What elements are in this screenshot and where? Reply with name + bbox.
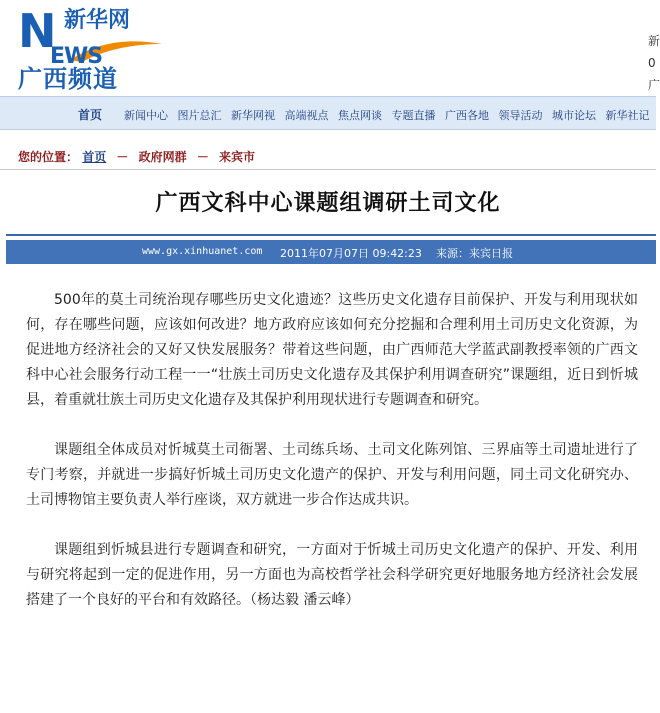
nav-item-live[interactable]: 专题直播 <box>391 109 436 122</box>
logo-region-text: 广西频道 <box>18 65 118 93</box>
nav-item-leaders[interactable]: 领导活动 <box>498 109 543 122</box>
header-right-clipped-text <box>648 14 660 96</box>
breadcrumb-separator: － <box>116 150 129 164</box>
nav-item-focus[interactable]: 焦点网谈 <box>338 109 382 122</box>
meta-divider <box>6 234 656 236</box>
breadcrumb-label: 您的位置： <box>18 150 79 164</box>
article-paragraph: 课题组全体成员对忻城莫土司衙署、土司练兵场、土司文化陈列馆、三界庙等土司遗址进行了专门考察，并就进一步搞好忻城土司历史文化遗产的保护、开发与利用问题，同土司文化研究办、土司博物馆主要负责人举行座谈，双方就进一步合作达成共识。 <box>26 442 638 508</box>
article-meta-bar <box>6 240 656 264</box>
breadcrumb-separator: － <box>196 150 209 164</box>
article-paragraph: 课题组到忻城县进行专题调查和研究，一方面对于忻城土司历史文化遗产的保护、开发、利用与研究将起到一定的促进作用，另一方面也为高校哲学社会科学研究更好地服务地方经济社会发展搭建了一个良好的平台和有效路径。（杨达毅 潘云峰） <box>26 542 638 608</box>
logo-xinhua-text: 新华网 <box>64 7 131 33</box>
site-header <box>0 0 660 96</box>
article-datetime: 2011年07月07日 09:42:23 <box>280 247 422 260</box>
nav-items <box>124 107 656 123</box>
article-paragraph: 500年的莫土司统治现存哪些历史文化遗迹？这些历史文化遗存目前保护、开发与利用现状如何，存在哪些问题，应该如何改进？地方政府应该如何充分挖掘和合理利用土司历史文化资源，为促进地方经济社会的又好又快发展服务？带着这些问题，由广西师范大学蓝武副教授率领的广西文科中心社会服务行动工程一一“壮族土司历史文化遗存及其保护利用调查研究”课题组，近日到忻城县，着重就壮族土司历史文化遗存及其保护利用现状进行专题调查和研究。 <box>26 292 638 408</box>
logo-news-n: N <box>18 4 55 58</box>
breadcrumb-gov-group[interactable]: 政府网群 <box>138 150 187 164</box>
nav-item-forum[interactable]: 城市论坛 <box>552 109 596 122</box>
main-nav <box>0 96 656 130</box>
header-fragment: 0 <box>648 56 656 70</box>
logo-news-rest: EWS <box>50 44 103 69</box>
article-body <box>26 288 638 638</box>
site-logo[interactable] <box>18 6 168 92</box>
header-fragment: 广 <box>648 78 660 92</box>
breadcrumb-home-link[interactable]: 首页 <box>82 150 107 164</box>
article-title: 广西文科中心课题组调研土司文化 <box>155 190 501 216</box>
nav-item-photos[interactable]: 图片总汇 <box>177 109 222 122</box>
nav-item-guangxi-regions[interactable]: 广西各地 <box>445 109 489 122</box>
nav-item-high-view[interactable]: 高端视点 <box>284 109 329 122</box>
breadcrumb <box>0 140 656 170</box>
nav-item-video[interactable]: 新华网视 <box>231 109 275 122</box>
article-url[interactable]: www.gx.xinhuanet.com <box>142 246 263 257</box>
header-fragment: 新 <box>648 34 660 48</box>
nav-item-reporters[interactable]: 新华社记 <box>605 109 650 122</box>
nav-item-news-center[interactable]: 新闻中心 <box>124 109 168 122</box>
nav-home[interactable]: 首页 <box>78 108 103 122</box>
article-source: 来源：来宾日报 <box>436 247 513 260</box>
breadcrumb-laibin[interactable]: 来宾市 <box>219 150 256 164</box>
